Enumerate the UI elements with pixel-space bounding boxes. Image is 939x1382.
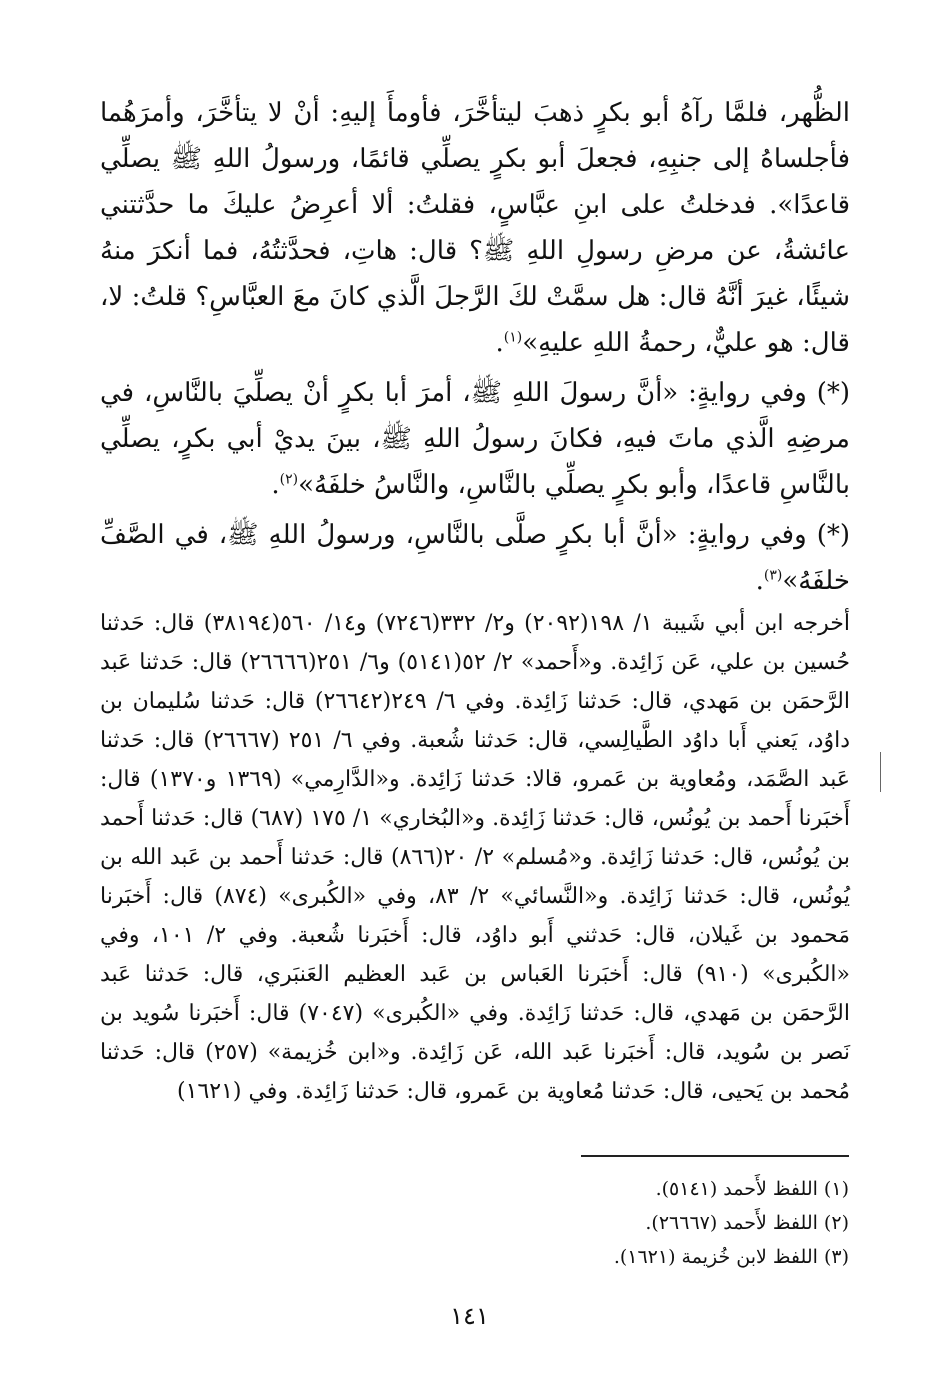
paragraph-1-end: . (495, 328, 504, 358)
footnote-1: (١) اللفظ لأَحمد (٥١٤١). (655, 1178, 849, 1200)
footnote-ref-3: (٣) (763, 567, 783, 584)
footnote-3: (٣) اللفظ لابن خُزيمة (١٦٢١). (613, 1246, 849, 1268)
paragraph-2 (100, 370, 850, 508)
footnotes (249, 1172, 849, 1274)
footnote-2: (٢) اللفظ لأَحمد (٢٦٦٦٧). (645, 1212, 849, 1234)
main-text (100, 90, 850, 604)
takhrij-text: أخرجه ابن أبي شَيبة ١/ ١٩٨(٢٠٩٢) و٢/ ٣٣٢(٧٢٤٦) و١٤/ ٥٦٠(٣٨١٩٤) قال: حَدثنا حُسين بن علي، عَن زَائِدة. و«أَحمد» ٢/ ٥٢(٥١٤١) و٦/ ٢٥١(٢٦٦٦٦) قال: حَدثنا عَبد الرَّحمَن بن مَهدي، قال: حَدثنا زَائِدة. وفي ٦/ ٢٤٩(٢٦٦٤٢) قال: حَدثنا سُليمان بن داوُد، يَعني أَبا داوُد الطَّيالِسي، قال: حَدثنا شُعبة. وفي ٦/ ٢٥١ (٢٦٦٦٧) قال: حَدثنا عَبد الصَّمَد، ومُعاوية بن عَمرو، قالا: حَدثنا زَائِدة. و«الدَّارِمي» (١٣٦٩ و١٣٧٠) قال: أَخبَرنا أَحمد بن يُونُس، قال: حَدثنا زَائِدة. و«البُخاري» ١/ ١٧٥ (٦٨٧) قال: حَدثنا أَحمد بن يُونُس، قال: حَدثنا زَائِدة. و«مُسلم» ٢/ ٢٠(٨٦٦) قال: حَدثنا أَحمد بن عَبد الله بن يُونُس، قال: حَدثنا زَائِدة. و«النَّسائي» ٢/ ٨٣، وفي «الكُبرى» (٨٧٤) قال: أَخبَرنا مَحمود بن غَيلان، قال: حَدثني أَبو داوُد، قال: أَخبَرنا شُعبة. وفي ٢/ ١٠١، وفي «الكُبرى» (٩١٠) قال: أَخبَرنا العَباس بن عَبد العظيم العَنبَري، قال: حَدثنا عَبد الرَّحمَن بن مَهدي، قال: حَدثنا زَائِدة. وفي «الكُبرى» (٧٠٤٧) قال: أَخبَرنا سُويد بن نَصر بن سُويد، قال: أَخبَرنا عَبد الله، عَن زَائِدة. و«ابن خُزيمة» (٢٥٧) قال: حَدثنا مُحمد بن يَحيى، قال: حَدثنا مُعاوية بن عَمرو، قال: حَدثنا زَائِدة. وفي (١٦٢١) (100, 611, 851, 1104)
margin-mark (880, 752, 881, 792)
paragraph-3-text: (*) وفي روايةٍ: «أنَّ أبا بكرٍ صلَّى بالنَّاسِ، ورسولُ اللهِ ﷺ، في الصَّفِّ خلفَهُ» (100, 520, 850, 596)
paragraph-3-end: . (755, 566, 764, 596)
paragraph-1-text: الظُّهر، فلمَّا رآهُ أبو بكرٍ ذهبَ ليتأخَّرَ، فأومأَ إليهِ: أنْ لا يتأخَّرَ، وأمرَهُما فأجلساهُ إلى جنبِهِ، فجعلَ أبو بكرٍ يصلِّي قائمًا، ورسولُ اللهِ ﷺ يصلِّي قاعدًا». فدخلتُ على ابنِ عبَّاسٍ، فقلتُ: ألا أعرِضُ عليكَ ما حدَّثتني عائشةُ، عن مرضِ رسولِ اللهِ ﷺ؟ قال: هاتِ، فحدَّثتُهُ، فما أنكرَ منهُ شيئًا، غيرَ أنَّهُ قال: هل سمَّتْ لكَ الرَّجلَ الَّذي كانَ معَ العبَّاسِ؟ قلتُ: لا، قال: هو عليٌّ، رحمةُ اللهِ عليهِ» (100, 98, 850, 358)
takhrij-section (100, 604, 850, 1111)
paragraph-2-end: . (271, 470, 280, 500)
page-body (100, 90, 850, 1111)
footnote-ref-2: (٢) (279, 471, 299, 488)
paragraph-1 (100, 90, 850, 366)
page-number: ١٤١ (450, 1302, 489, 1330)
paragraph-3 (100, 512, 850, 604)
footnote-divider (581, 1155, 849, 1157)
paragraph-2-text: (*) وفي روايةٍ: «أنَّ رسولَ اللهِ ﷺ، أمرَ أبا بكرٍ أنْ يصلِّيَ بالنَّاسِ، في مرضِهِ الَّذي ماتَ فيهِ، فكانَ رسولُ اللهِ ﷺ، بينَ يديْ أبي بكرٍ، يصلِّي بالنَّاسِ قاعدًا، وأبو بكرٍ يصلِّي بالنَّاسِ، والنَّاسُ خلفَهُ» (100, 378, 850, 500)
footnote-ref-1: (١) (503, 329, 523, 346)
